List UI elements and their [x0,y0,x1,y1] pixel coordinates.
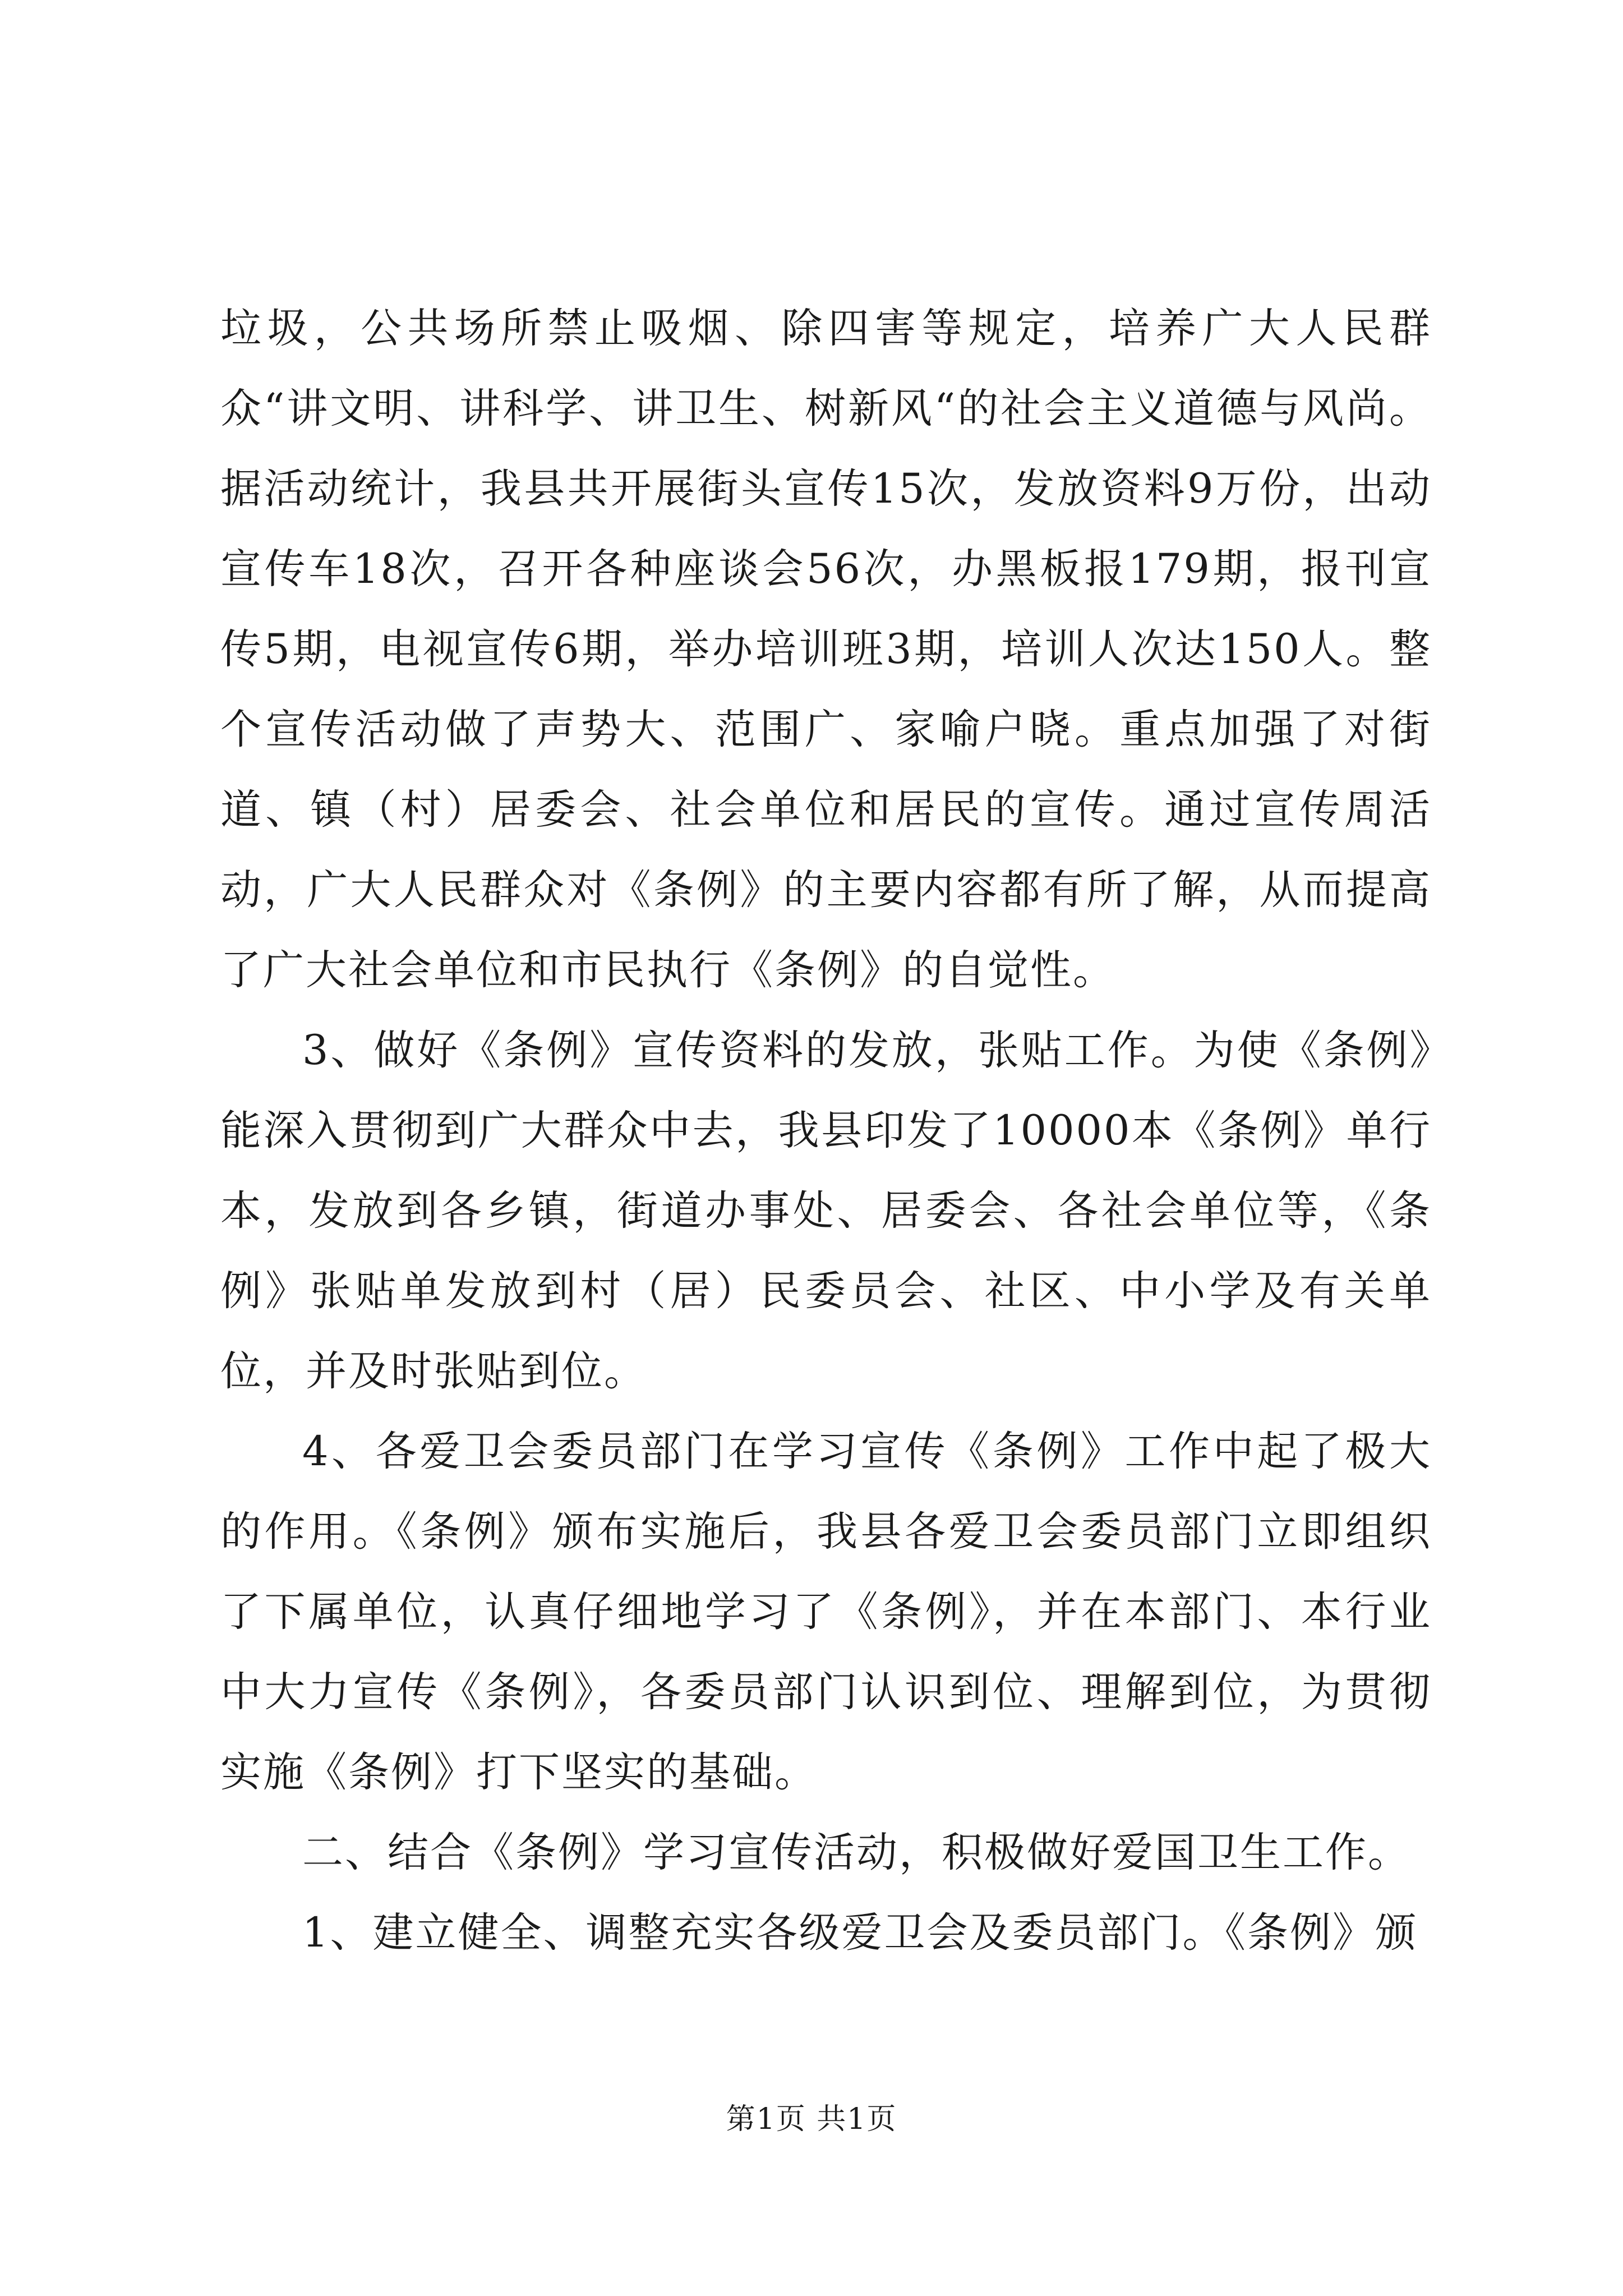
document-body [220,288,1432,1973]
paragraph-committee-departments: 4、各爱卫会委员部门在学习宣传《条例》工作中起了极大的作用。《条例》颁布实施后，我县各爱卫会委员部门立即组织了下属单位，认真仔细地学习了《条例》，并在本部门、本行业中大力宣传《条例》，各委员部门认识到位、理解到位，为贯彻实施《条例》打下坚实的基础。 [220,1428,1432,1796]
page-footer: 第1页 共1页 [726,2102,897,2136]
paragraph-campaign-statistics: 垃圾，公共场所禁止吸烟、除四害等规定，培养广大人民群众“讲文明、讲科学、讲卫生、树新风“的社会主义道德与风尚。据活动统计，我县共开展街头宣传15次，发放资料9万份，出动宣传车18次，召开各种座谈会56次，办黑板报179期，报刊宣传5期，电视宣传6期，举办培训班3期，培训人次达150人。整个宣传活动做了声势大、范围广、家喻户晓。重点加强了对街道、镇（村）居委会、社会单位和居民的宣传。通过宣传周活动，广大人民群众对《条例》的主要内容都有所了解，从而提高了广大社会单位和市民执行《条例》的自觉性。 [220,305,1432,994]
paragraph-committee-establishment: 1、建立健全、调整充实各级爱卫会及委员部门。《条例》颁 [302,1909,1418,1957]
section-heading-patriotic-health: 二、结合《条例》学习宣传活动，积极做好爱国卫生工作。 [302,1829,1410,1876]
paragraph-materials-distribution: 3、做好《条例》宣传资料的发放，张贴工作。为使《条例》能深入贯彻到广大群众中去，我县印发了10000本《条例》单行本，发放到各乡镇，街道办事处、居委会、各社会单位等，《条例》张贴单发放到村（居）民委员会、社区、中小学及有关单位，并及时张贴到位。 [220,1027,1432,1395]
